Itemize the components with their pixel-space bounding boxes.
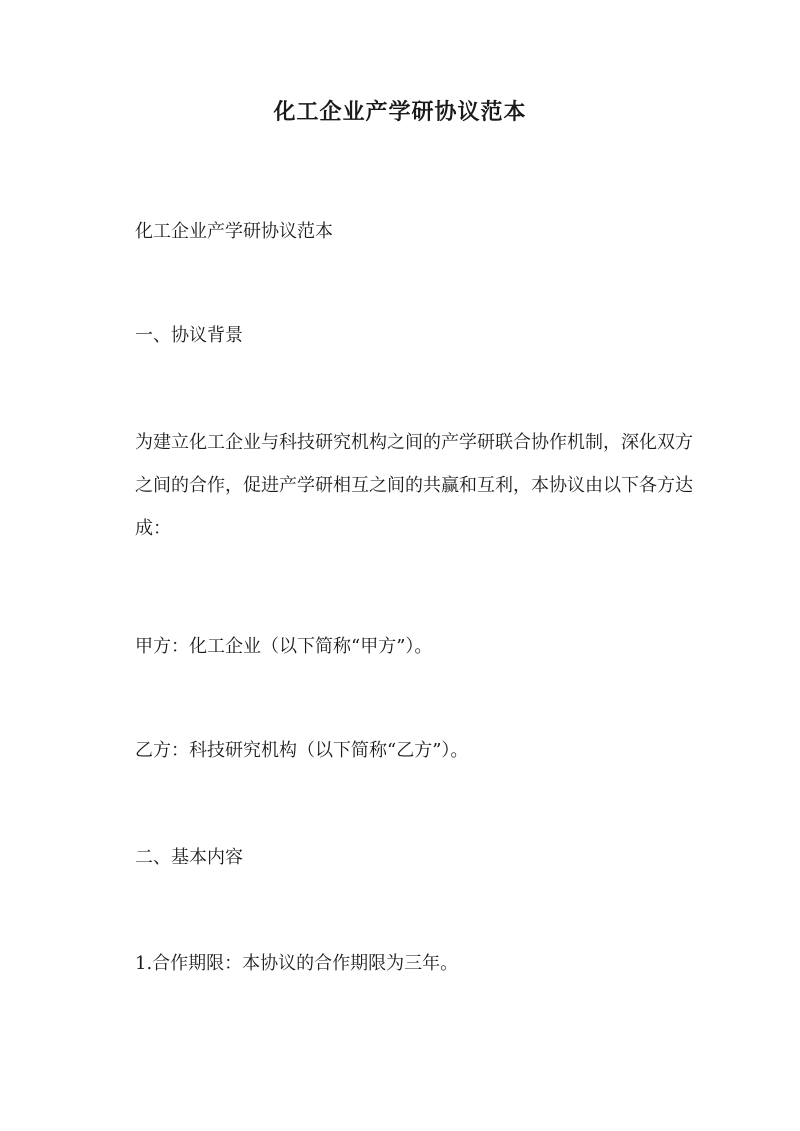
section-heading-basic-content: 二、基本内容 <box>135 847 243 868</box>
paragraph-party-b: 乙方：科技研究机构（以下简称“乙方”）。 <box>135 740 469 761</box>
paragraph-subtitle: 化工企业产学研协议范本 <box>135 221 333 242</box>
paragraph-party-a: 甲方：化工企业（以下简称“甲方”）。 <box>135 636 433 657</box>
paragraph-cooperation-term: 1.合作期限：本协议的合作期限为三年。 <box>135 953 459 974</box>
paragraph-purpose: 为建立化工企业与科技研究机构之间的产学研联合协作机制，深化双方之间的合作，促进产学研相互之间的共赢和互利，本协议由以下各方达成： <box>135 432 693 539</box>
section-heading-background: 一、协议背景 <box>135 325 243 346</box>
document-title: 化工企业产学研协议范本 <box>273 99 527 125</box>
